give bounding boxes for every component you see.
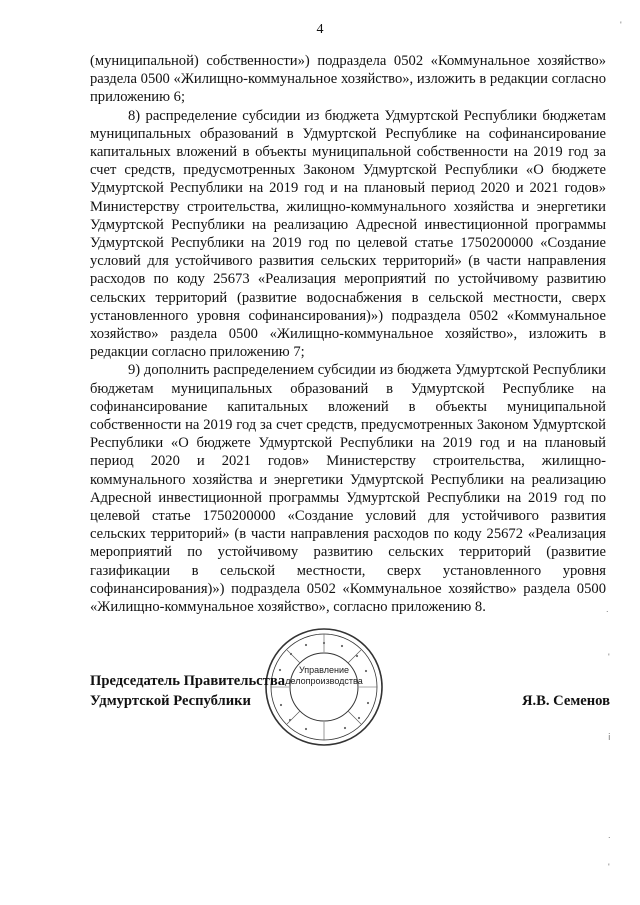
margin-scan-mark: ⅰ	[608, 732, 611, 742]
page-number: 4	[316, 22, 324, 37]
margin-scan-mark: .	[608, 830, 611, 840]
paragraph-1: (муниципальной) собственности») подраздела 0502 «Коммунальное хозяйство» раздела 0500 «Жилищно-коммунальное хозяйство», изложить в редакции согласно приложению 6;	[90, 53, 606, 106]
signatory-title-line-2: Удмуртской Республики	[90, 693, 251, 709]
seal-line-2: делопроизводства	[285, 676, 363, 686]
seal-line-1: Управление	[298, 665, 350, 675]
paragraph-item-8: 8) распределение субсидии из бюджета Удмуртской Республики бюджетам муниципальных образований в Удмуртской Республике на софинансирование капитальных вложений в объекты муниципальной собственности на 2019 год за счет средств, предусмотренных Законом Удмуртской Республики «О бюджете Удмуртской Республики на 2019 год и на плановый период 2020 и 2021 годов» Министерству строительства, жилищно-коммунального хозяйства и энергетики Удмуртской Республики на реализацию Адресной инвестиционной программы Удмуртской Республики на 2019 год по целевой статье 1750200000 «Создание условий для устойчивого развития сельских территорий» (в части направления расходов по коду 25673 «Реализация мероприятий по устойчивому развитию сельских территорий (развитие водоснабжения в сельской местности, сверх установленного уровня софинансирования)») подраздела 0502 «Коммунальное хозяйство» раздела 0500 «Жилищно-коммунальное хозяйство», изложить в редакции согласно приложению 7;	[90, 107, 606, 361]
margin-scan-mark: '	[620, 20, 622, 30]
margin-scan-mark: '	[608, 652, 610, 662]
margin-scan-mark: '	[608, 862, 610, 872]
document-body	[90, 52, 606, 616]
signatory-title-line-1: Председатель Правительства	[90, 673, 286, 689]
signatory-title	[90, 671, 350, 711]
paragraph-item-9: 9) дополнить распределением субсидии из бюджета Удмуртской Республики бюджетам муниципальных образований в Удмуртской Республике на софинансирование капитальных вложений в объекты муниципальной собственности на 2019 год за счет средств, предусмотренных Законом Удмуртской Республики «О бюджете Удмуртской Республики на 2019 год и на плановый период 2020 и 2021 годов» Министерству строительства, жилищно-коммунального хозяйства и энергетики Удмуртской Республики на реализацию Адресной инвестиционной программы Удмуртской Республики на 2019 год по целевой статье 1750200000 «Создание условий для устойчивого развития сельских территорий» (в части направления расходов по коду 25672 «Реализация мероприятий по устойчивому развитию сельских территорий (развитие газификации в сельской местности, сверх установленного уровня софинансирования)») подраздела 0502 «Коммунальное хозяйство» раздела 0500 «Жилищно-коммунальное хозяйство», согласно приложению 8.	[90, 362, 606, 616]
signatory-name: Я.В. Семенов	[521, 693, 610, 709]
margin-scan-mark: .	[606, 604, 609, 614]
